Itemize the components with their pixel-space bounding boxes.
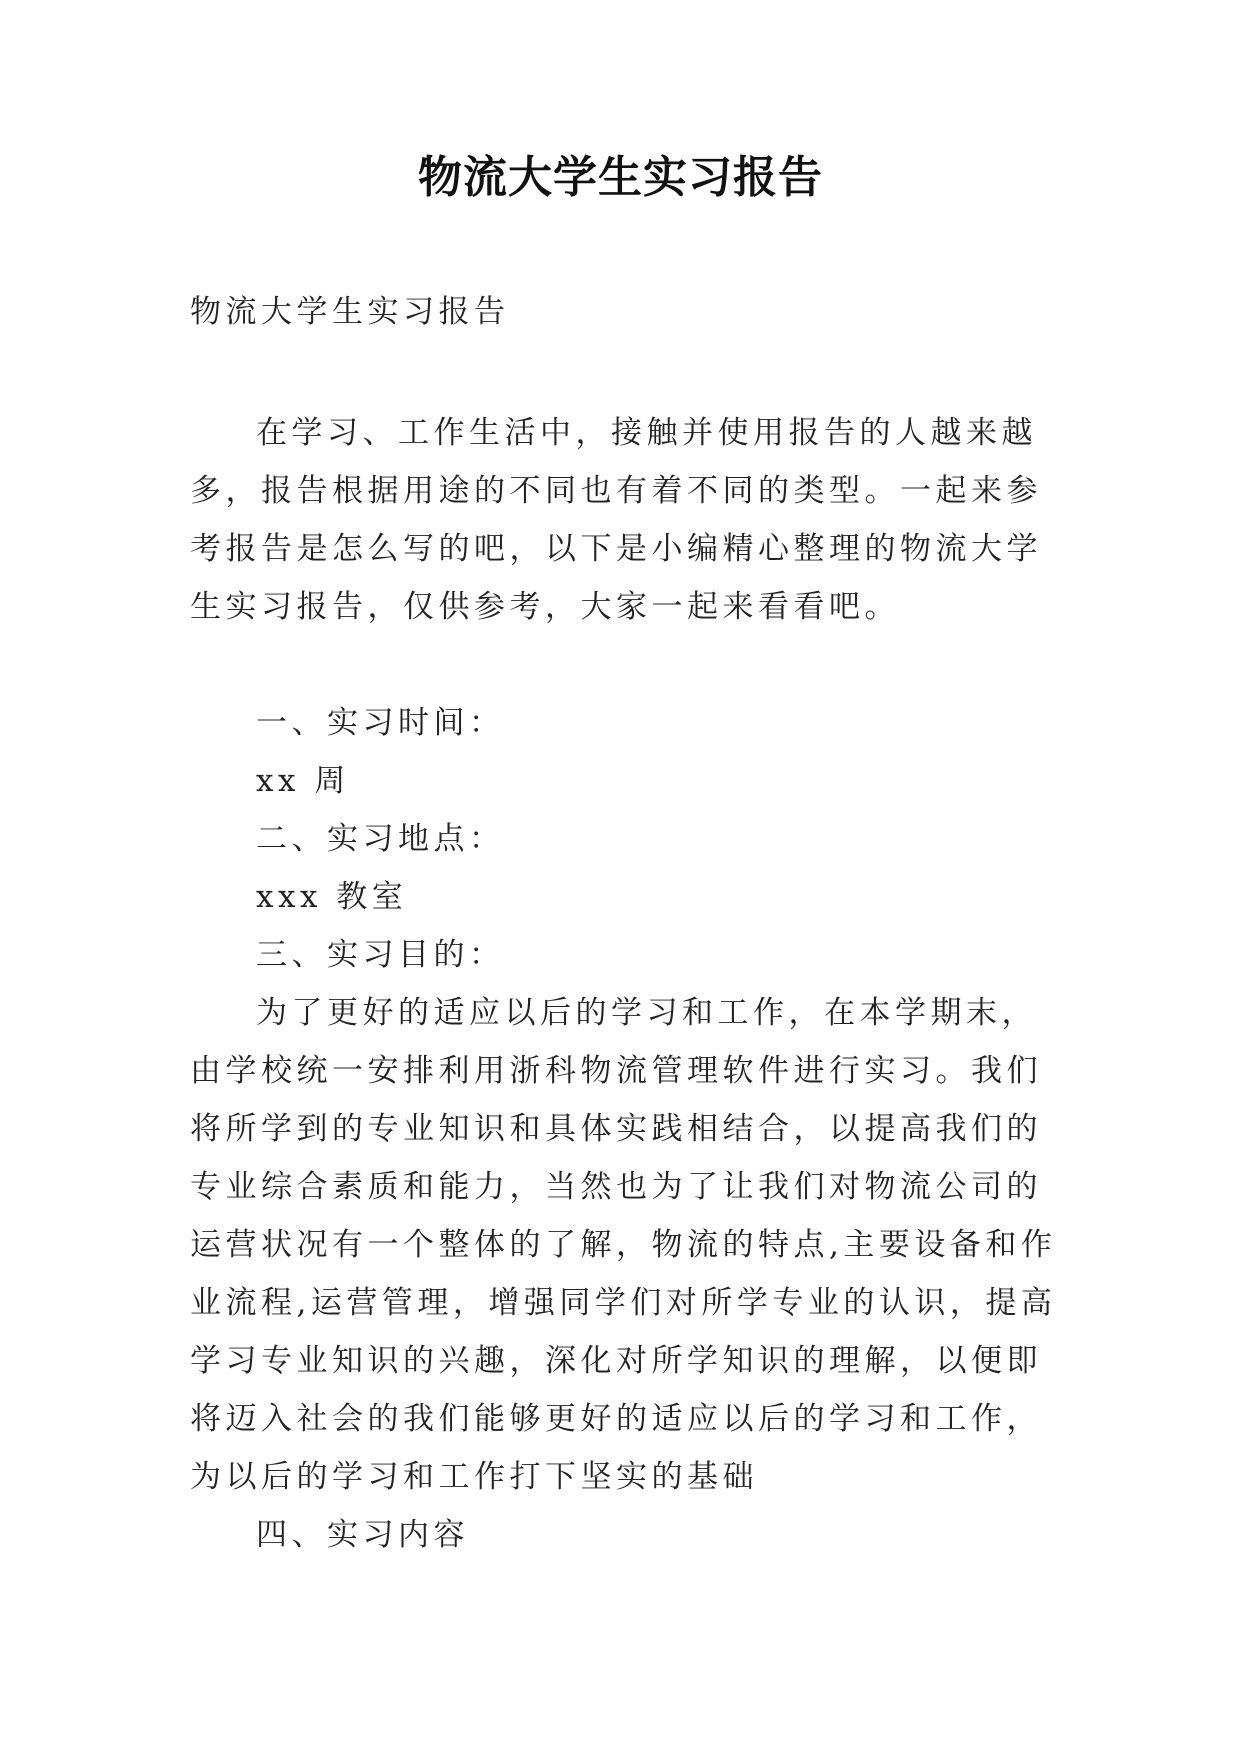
intro-paragraph: 在学习、工作生活中，接触并使用报告的人越来越多，报告根据用途的不同也有着不同的类型。一起来参考报告是怎么写的吧，以下是小编精心整理的物流大学生实习报告，仅供参考，大家一起来看看吧。 [190,415,1042,625]
section-body-purpose: 为了更好的适应以后的学习和工作，在本学期末，由学校统一安排利用浙科物流管理软件进行实习。我们将所学到的专业知识和具体实践相结合，以提高我们的专业综合素质和能力，当然也为了让我们对物流公司的运营状况有一个整体的了解，物流的特点,主要设备和作业流程,运营管理，增强同学们对所学专业的认识，提高学习专业知识的兴趣，深化对所学知识的理解，以便即将迈入社会的我们能够更好的适应以后的学习和工作，为以后的学习和工作打下坚实的基础 [190,995,1057,1495]
document-subtitle: 物流大学生实习报告 [190,294,510,330]
section-heading-time: 一、实习时间： [256,705,505,741]
report-sections [190,694,1060,1564]
section-value-location: xxx 教室 [256,879,408,915]
section-heading-content: 四、实习内容 [256,1517,469,1553]
section-heading-purpose: 三、实习目的： [256,937,505,973]
document-title: 物流大学生实习报告 [418,152,823,203]
section-value-time: xx 周 [256,763,350,799]
section-heading-location: 二、实习地点： [256,821,505,857]
